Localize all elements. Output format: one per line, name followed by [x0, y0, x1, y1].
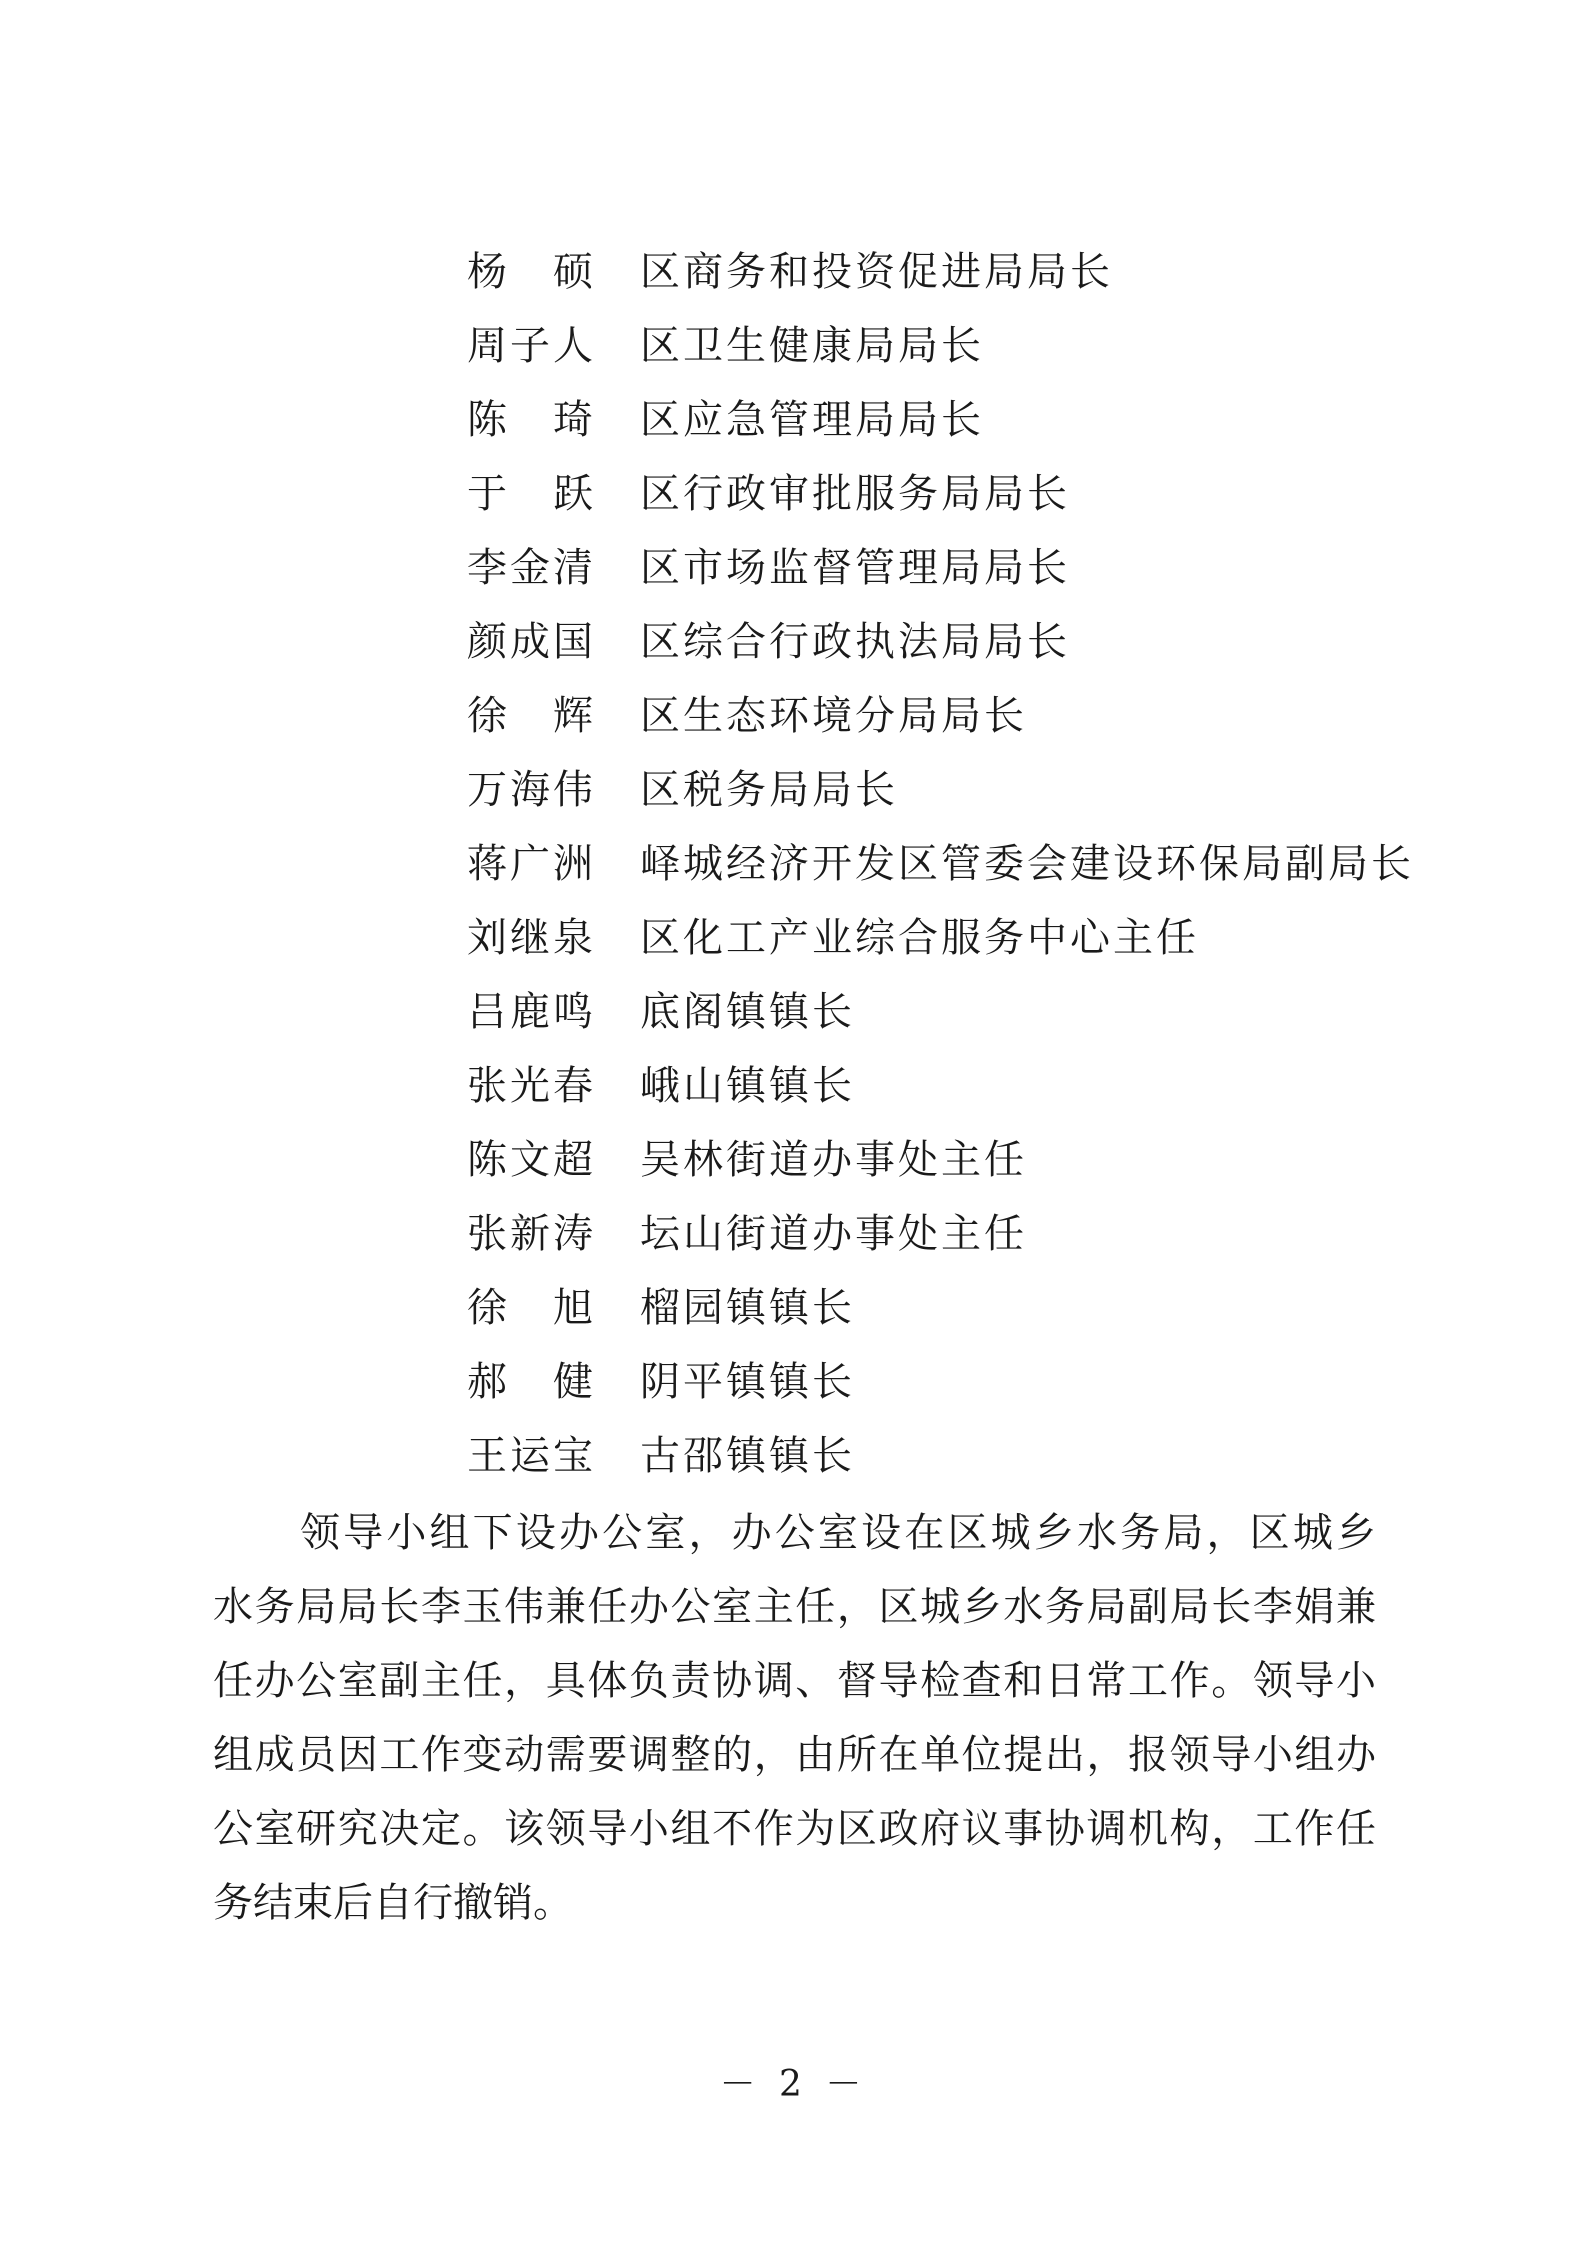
member-title: 区生态环境分局局长 [640, 693, 1027, 739]
member-row [0, 1419, 1587, 1493]
paragraph-line: 务结束后自行撤销。 [213, 1880, 573, 1926]
member-title: 峨山镇镇长 [640, 1063, 855, 1109]
paragraph-line: 组成员因工作变动需要调整的，由所在单位提出，报领导小组办 [213, 1732, 1376, 1778]
member-row [0, 1049, 1587, 1123]
member-title: 底阁镇镇长 [640, 989, 855, 1035]
member-title: 区市场监督管理局局长 [640, 545, 1070, 591]
member-row [0, 309, 1587, 383]
member-title: 区卫生健康局局长 [640, 323, 984, 369]
member-title: 区化工产业综合服务中心主任 [640, 915, 1199, 961]
member-name: 郝 健 [467, 1359, 596, 1405]
member-row [0, 605, 1587, 679]
member-row [0, 383, 1587, 457]
member-name: 张光春 [467, 1063, 596, 1109]
member-row [0, 1123, 1587, 1197]
member-title: 区税务局局长 [640, 767, 898, 813]
member-row [0, 531, 1587, 605]
member-title: 坛山街道办事处主任 [640, 1211, 1027, 1257]
paragraph-line: 公室研究决定。该领导小组不作为区政府议事协调机构，工作任 [213, 1806, 1376, 1852]
member-row [0, 1271, 1587, 1345]
member-title: 区应急管理局局长 [640, 397, 984, 443]
member-list [0, 235, 1587, 1493]
member-title: 吴林街道办事处主任 [640, 1137, 1027, 1183]
page-number: － 2 － [719, 2064, 868, 2105]
member-name: 陈 琦 [467, 397, 596, 443]
paragraph-line: 任办公室副主任，具体负责协调、督导检查和日常工作。领导小 [213, 1658, 1376, 1704]
member-name: 颜成国 [467, 619, 596, 665]
member-name: 吕鹿鸣 [467, 989, 596, 1035]
member-title: 阴平镇镇长 [640, 1359, 855, 1405]
member-name: 李金清 [467, 545, 596, 591]
member-row [0, 1345, 1587, 1419]
member-row [0, 901, 1587, 975]
member-title: 榴园镇镇长 [640, 1285, 855, 1331]
member-name: 于 跃 [467, 471, 596, 517]
member-name: 王运宝 [467, 1433, 596, 1479]
member-name: 杨 硕 [467, 249, 596, 295]
member-row [0, 975, 1587, 1049]
member-row [0, 679, 1587, 753]
member-row [0, 827, 1587, 901]
member-row [0, 753, 1587, 827]
paragraph-line: 水务局局长李玉伟兼任办公室主任，区城乡水务局副局长李娟兼 [213, 1584, 1376, 1630]
member-row [0, 457, 1587, 531]
member-name: 陈文超 [467, 1137, 596, 1183]
member-name: 徐 辉 [467, 693, 596, 739]
member-name: 周子人 [467, 323, 596, 369]
member-title: 古邵镇镇长 [640, 1433, 855, 1479]
member-title: 区综合行政执法局局长 [640, 619, 1070, 665]
member-name: 张新涛 [467, 1211, 596, 1257]
paragraph-line: 领导小组下设办公室，办公室设在区城乡水务局，区城乡 [300, 1510, 1376, 1556]
member-name: 万海伟 [467, 767, 596, 813]
member-name: 徐 旭 [467, 1285, 596, 1331]
member-title: 区商务和投资促进局局长 [640, 249, 1113, 295]
member-title: 区行政审批服务局局长 [640, 471, 1070, 517]
member-title: 峄城经济开发区管委会建设环保局副局长 [640, 841, 1414, 887]
member-row [0, 1197, 1587, 1271]
office-paragraph [213, 1496, 1376, 1940]
member-name: 刘继泉 [467, 915, 596, 961]
member-row [0, 235, 1587, 309]
member-name: 蒋广洲 [467, 841, 596, 887]
